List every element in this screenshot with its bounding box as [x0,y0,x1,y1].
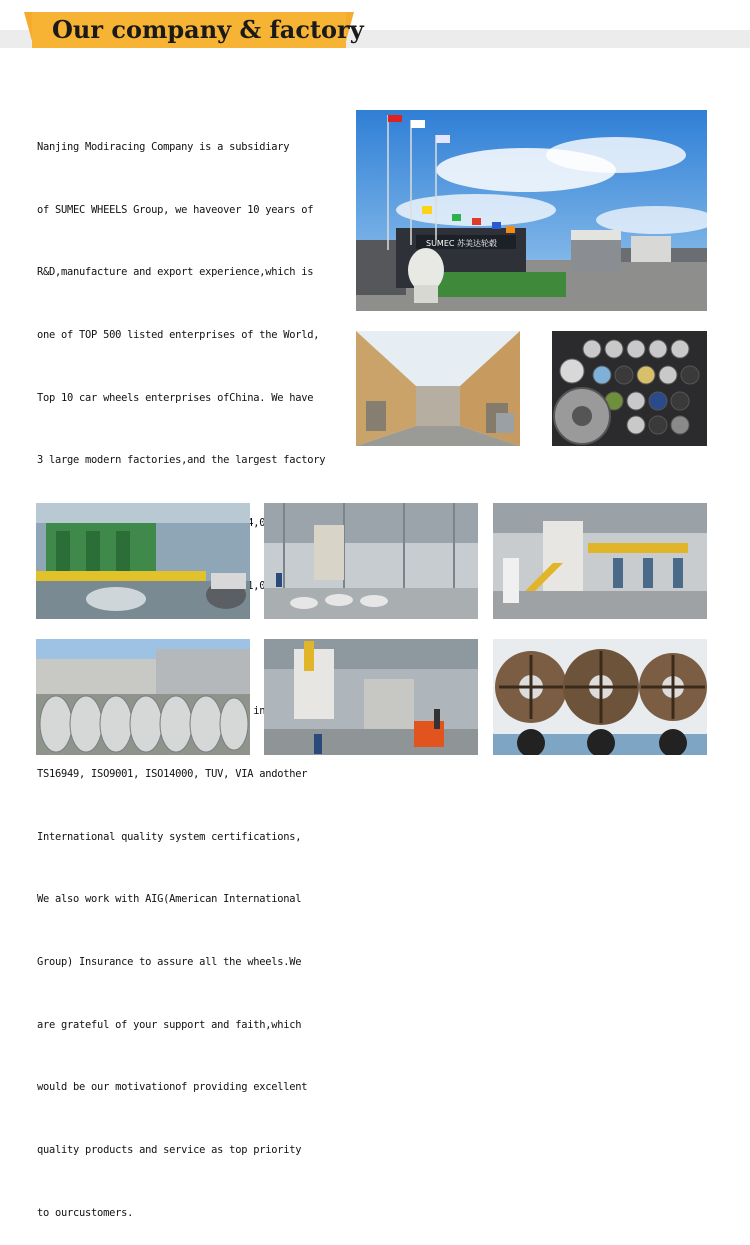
intro-line: quality products and service as top priority [37,1144,302,1157]
machinery-photo [264,639,478,755]
intro-line: of SUMEC WHEELS Group, we haveover 10 years of [37,203,314,216]
intro-line: Top 10 car wheels enterprises ofChina. We have [37,391,314,404]
intro-line: would be our motivationof providing excellent [37,1081,308,1094]
intro-line: to ourcustomers. [37,1206,134,1219]
factory-street-photo [356,331,520,446]
page-title: Our company & factory [52,15,364,44]
intro-line: 3 large modern factories,and the largest factory [37,454,326,467]
intro-line: are grateful of your support and faith,which [37,1018,302,1031]
intro-line: TS16949, ISO9001, ISO14000, TUV, VIA andother [37,767,308,780]
intro-line: one of TOP 500 listed enterprises of the World, [37,328,320,341]
warehouse-photo [264,503,478,619]
intro-line: 114,000 [235,517,278,530]
headquarters-sign: SUMEC 苏美达轮毂 [426,239,498,248]
intro-line: Nanjing Modiracing Company is a subsidiary [37,140,290,153]
intro-line: R&D,manufacture and export experience,which is [37,266,314,279]
intro-line: International quality system certifications, [37,830,302,843]
production-line-photo [493,503,707,619]
headquarters-photo [356,110,707,311]
wheel-display-photo [552,331,707,446]
wheel-stock-photo [36,639,250,755]
intro-line: We also work with AIG(American International [37,893,302,906]
paint-line-photo [36,503,250,619]
intro-line: Group) Insurance to assure all the wheels.We [37,955,302,968]
bronze-wheels-photo [493,639,707,755]
